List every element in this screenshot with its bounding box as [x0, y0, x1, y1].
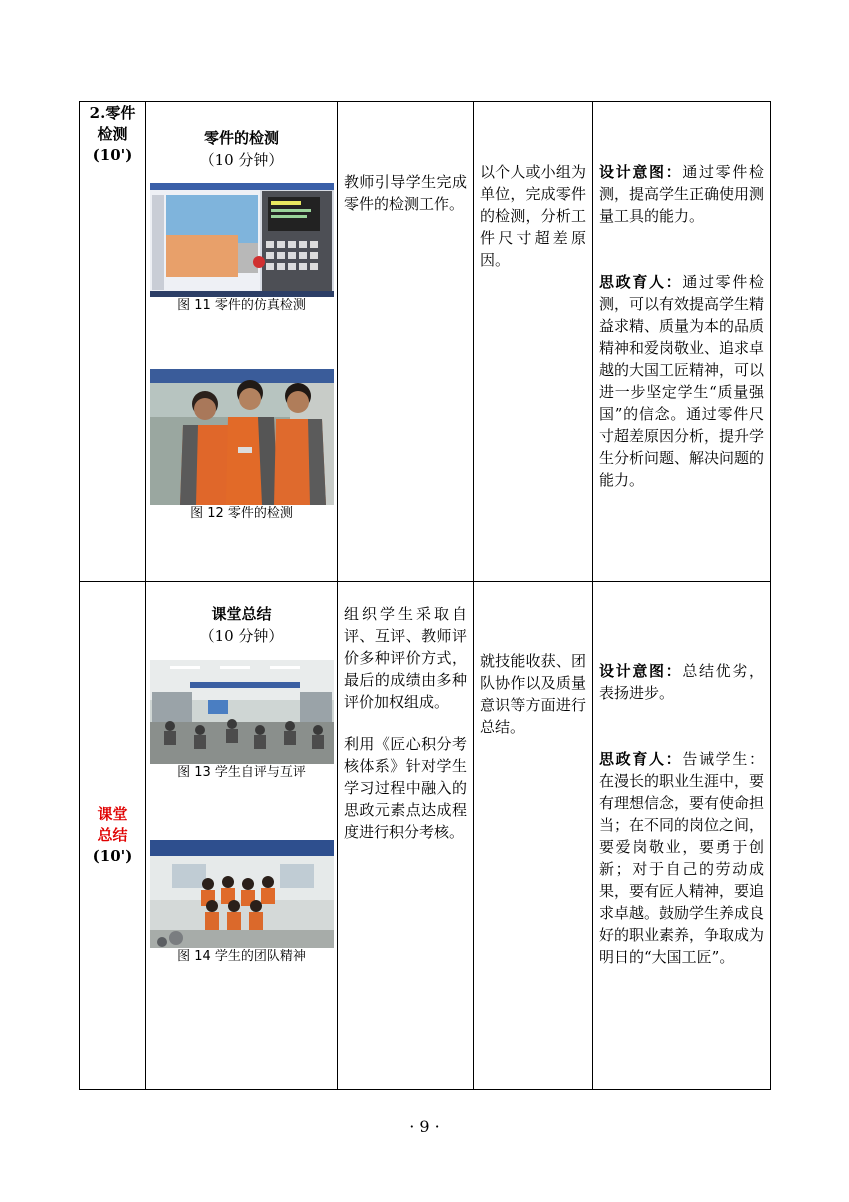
stage-label: 总结: [97, 826, 128, 844]
figure-caption: 图 13 学生自评与互评: [177, 765, 306, 780]
activity-cell: [146, 102, 338, 582]
ideology-label: 思政育人：: [599, 273, 683, 291]
activity-duration: （10 分钟）: [199, 627, 284, 645]
teacher-activity: 组织学生采取自评、互评、教师评价多种评价方式，最后的成绩由多种评价加权组成。: [344, 605, 467, 711]
stage-label: 课堂: [97, 805, 128, 823]
part-inspection-photo: [150, 369, 334, 505]
figure-caption: 图 12 零件的检测: [190, 506, 293, 521]
stage-label: 2.零件: [89, 104, 136, 122]
figure-caption: 图 14 学生的团队精神: [177, 949, 306, 964]
student-activity-cell: [474, 582, 593, 1090]
stage-cell: [80, 582, 146, 1090]
design-label: 设计意图：: [599, 163, 683, 181]
activity-title: 课堂总结: [211, 605, 272, 623]
ideology-text: 告诫学生：在漫长的职业生涯中，要有理想信念，要有使命担当；在不同的岗位之间，要爱岗敬业，要勇于创新；对于自己的劳动成果，要有匠人精神，要追求卓越。鼓励学生养成良好的职业素养，争取成为明日的“大国工匠”。: [599, 750, 765, 966]
stage-label: 检测: [97, 125, 128, 143]
table-row: [80, 582, 771, 1090]
student-activity: 就技能收获、团队协作以及质量意识等方面进行总结。: [480, 652, 586, 736]
ideology-education: [593, 748, 770, 968]
design-text: 通过零件检测，提高学生正确使用测量工具的能力。: [599, 163, 765, 225]
figure-caption: 图 11 零件的仿真检测: [177, 298, 306, 313]
self-peer-evaluation-photo: [150, 660, 334, 764]
activity-duration: （10 分钟）: [199, 151, 284, 169]
stage-duration: (10'): [92, 847, 133, 865]
design-label: 设计意图：: [599, 662, 683, 680]
design-intent: [593, 161, 770, 227]
simulation-inspection-image: [150, 183, 334, 297]
student-activity-cell: [474, 102, 593, 582]
activity-title: 零件的检测: [203, 129, 279, 147]
ideology-text: 通过零件检测，可以有效提高学生精益求精、质量为本的品质精神和爱岗敬业、追求卓越的大国工匠精神，可以进一步坚定学生“质量强国”的信念。通过零件尺寸超差原因分析，提升学生分析问题、解决问题的能力。: [599, 273, 765, 489]
teacher-activity-cell: [338, 582, 474, 1090]
ideology-education: [593, 271, 770, 491]
lesson-plan-table: [79, 101, 771, 1090]
stage-duration: (10'): [92, 146, 133, 164]
teacher-activity-points: 利用《匠心积分考核体系》针对学生学习过程中融入的思政元素点达成程度进行积分考核。: [344, 735, 467, 841]
ideology-label: 思政育人：: [599, 750, 683, 768]
stage-cell: [80, 102, 146, 582]
teacher-activity: 教师引导学生完成零件的检测工作。: [344, 173, 467, 213]
teacher-activity-cell: [338, 102, 474, 582]
page-number: · 9 ·: [409, 1117, 440, 1136]
design-intent-cell: [593, 582, 771, 1090]
design-intent: [593, 660, 770, 704]
student-activity: 以个人或小组为单位，完成零件的检测，分析工件尺寸超差原因。: [480, 163, 586, 269]
team-spirit-photo: [150, 840, 334, 948]
design-text: 总结优劣，表扬进步。: [599, 662, 764, 702]
table-row: [80, 102, 771, 582]
activity-cell: [146, 582, 338, 1090]
design-intent-cell: [593, 102, 771, 582]
